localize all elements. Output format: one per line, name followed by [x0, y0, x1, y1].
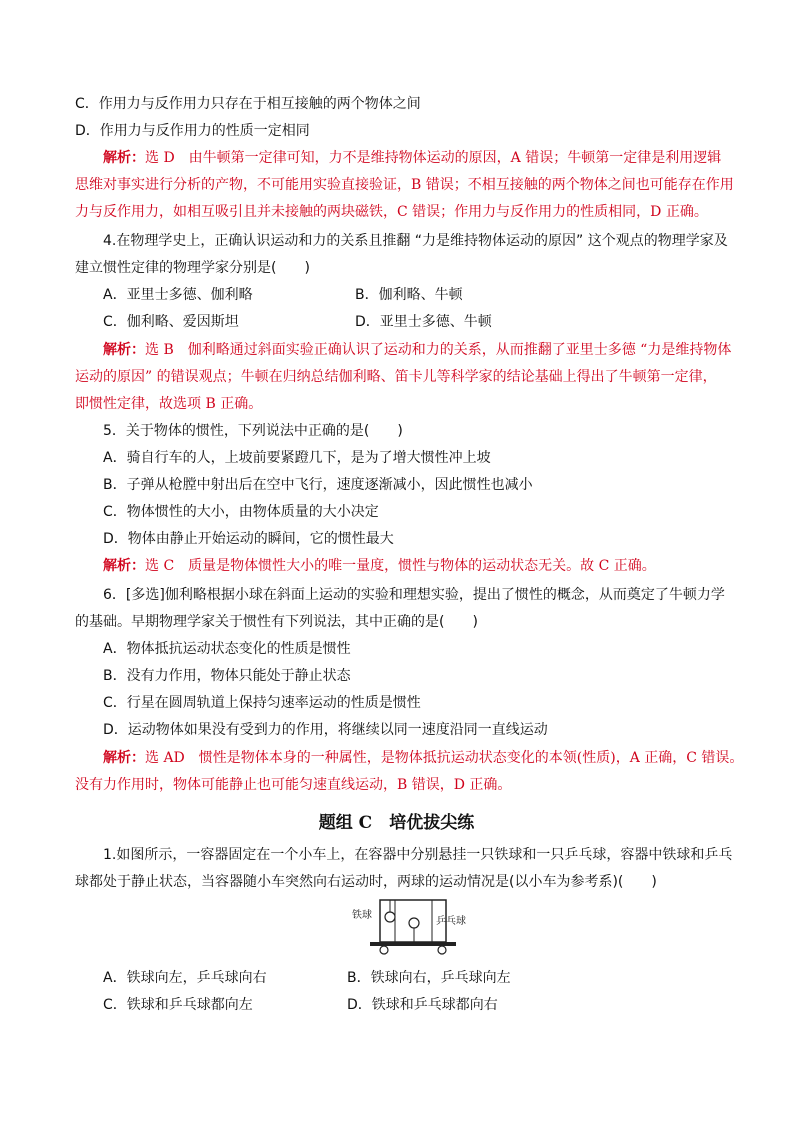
- q4-option-b: B．伽利略、牛顿: [355, 287, 463, 303]
- q6-option-d: D．运动物体如果没有受到力的作用，将继续以同一速度沿同一直线运动: [103, 722, 548, 738]
- q3-option-d: D．作用力与反作用力的性质一定相同: [75, 123, 310, 139]
- answer-text: 选 AD 惯性是物体本身的一种属性，是物体抵抗运动状态变化的本领(性质)，A 正确，C 错误。: [145, 750, 744, 766]
- section-heading: 题组 C 培优拔尖练: [318, 813, 475, 833]
- q6-stem-line2: 的基础。早期物理学家关于惯性有下列说法，其中正确的是( ): [75, 614, 478, 630]
- q6-answer-line1: [103, 748, 743, 768]
- q6-option-b: B．没有力作用，物体只能处于静止状态: [103, 668, 351, 684]
- q5-answer-line1: [103, 556, 656, 576]
- q6-option-a: A．物体抵抗运动状态变化的性质是惯性: [103, 641, 351, 657]
- q4-option-a: A．亚里士多德、伽利略: [103, 287, 253, 303]
- q6-answer-line2: 没有力作用时，物体可能静止也可能匀速直线运动，B 错误，D 正确。: [75, 777, 512, 793]
- q4-stem-line2: 建立惯性定律的物理学家分别是( ): [75, 260, 310, 276]
- q4-option-c: C．伽利略、爱因斯坦: [103, 314, 239, 330]
- cart-wheel: [438, 946, 446, 954]
- q5-option-b: B．子弹从枪膛中射出后在空中飞行，速度逐渐减小，因此惯性也减小: [103, 477, 533, 493]
- q6-stem-line1: 6．[多选]伽利略根据小球在斜面上运动的实验和理想实验，提出了惯性的概念，从而奠定了牛顿力学: [103, 587, 725, 603]
- q5-option-c: C．物体惯性的大小，由物体质量的大小决定: [103, 504, 379, 520]
- label-iron-ball: 铁球: [352, 910, 372, 921]
- c1-stem-line1: 1.如图所示，一容器固定在一个小车上，在容器中分别悬挂一只铁球和一只乒乓球，容器中铁球和乒乓: [103, 847, 733, 863]
- q5-stem: 5．关于物体的惯性，下列说法中正确的是( ): [103, 423, 403, 439]
- q4-answer-line2: 运动的原因” 的错误观点；牛顿在归纳总结伽利略、笛卡儿等科学家的结论基础上得出了牛顿第一定律，: [75, 369, 717, 385]
- c1-stem-line2: 球都处于静止状态，当容器随小车突然向右运动时，两球的运动情况是(以小车为参考系)( ): [75, 874, 657, 890]
- q3-answer-line2: 思维对事实进行分析的产物，不可能用实验直接验证，B 错误；不相互接触的两个物体之间也可能存在作用: [75, 177, 734, 193]
- answer-text: 选 C 质量是物体惯性大小的唯一量度，惯性与物体的运动状态无关。故 C 正确。: [145, 558, 656, 574]
- q3-answer-line1: [103, 148, 721, 168]
- q4-option-d: D．亚里士多德、牛顿: [355, 314, 492, 330]
- c1-option-b: B．铁球向右，乒乓球向左: [347, 970, 511, 986]
- q4-stem-line1: 4.在物理学史上，正确认识运动和力的关系且推翻 “力是维持物体运动的原因” 这个观点的物理学家及: [103, 233, 728, 249]
- answer-label: 解析：: [103, 750, 145, 766]
- pingpong-ball: [409, 918, 419, 928]
- c1-option-c: C．铁球和乒乓球都向左: [103, 997, 253, 1013]
- answer-text: 选 B 伽利略通过斜面实验正确认识了运动和力的关系，从而推翻了亚里士多德 “力是维持物体: [145, 342, 732, 358]
- c1-option-a: A．铁球向左，乒乓球向右: [103, 970, 267, 986]
- q6-option-c: C．行星在圆周轨道上保持匀速率运动的性质是惯性: [103, 695, 421, 711]
- c1-option-d: D．铁球和乒乓球都向右: [347, 997, 498, 1013]
- q5-option-d: D．物体由静止开始运动的瞬间，它的惯性最大: [103, 531, 394, 547]
- label-pingpong-ball: 乒乓球: [436, 916, 466, 927]
- cart-platform: [370, 942, 456, 946]
- cart-container-figure: [352, 898, 472, 956]
- q4-answer-line1: [103, 340, 731, 360]
- q4-answer-line3: 即惯性定律，故选项 B 正确。: [75, 396, 263, 412]
- iron-ball: [385, 912, 395, 922]
- answer-label: 解析：: [103, 150, 145, 166]
- answer-label: 解析：: [103, 342, 145, 358]
- q5-option-a: A．骑自行车的人，上坡前要紧蹬几下，是为了增大惯性冲上坡: [103, 450, 491, 466]
- answer-label: 解析：: [103, 558, 145, 574]
- q3-answer-line3: 力与反作用力，如相互吸引且并未接触的两块磁铁，C 错误；作用力与反作用力的性质相同，D 正确。: [75, 204, 708, 220]
- q3-option-c: C．作用力与反作用力只存在于相互接触的两个物体之间: [75, 96, 421, 112]
- answer-text: 选 D 由牛顿第一定律可知，力不是维持物体运动的原因，A 错误；牛顿第一定律是利用逻辑: [145, 150, 722, 166]
- cart-wheel: [380, 946, 388, 954]
